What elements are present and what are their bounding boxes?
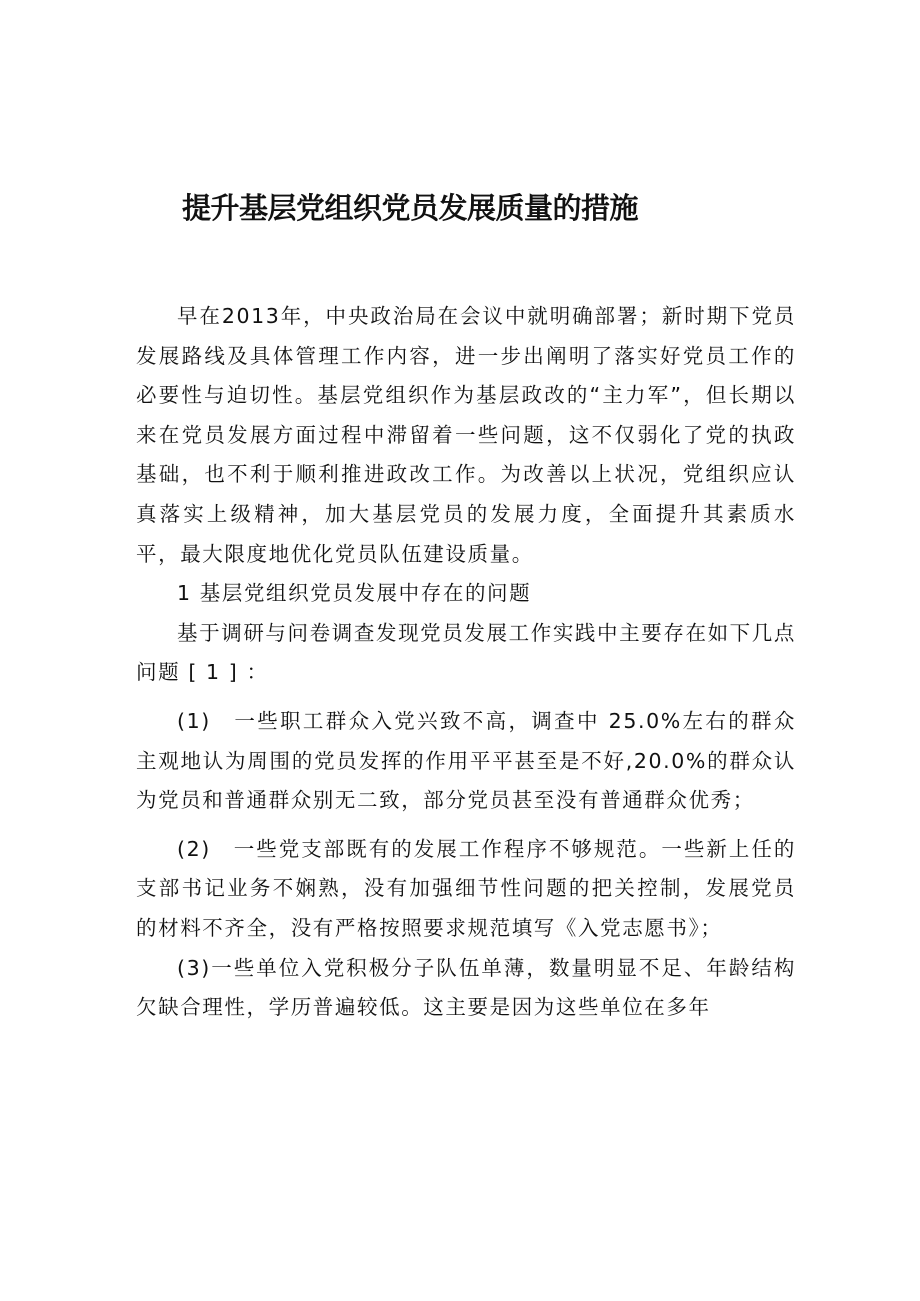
issue-paragraph-3: (3)一些单位入党积极分子队伍单薄，数量明显不足、年龄结构欠缺合理性，学历普遍较低。这主要是因为这些单位在多年 xyxy=(136,955,796,1020)
issue-paragraph-2: (2) 一些党支部既有的发展工作程序不够规范。一些新上任的支部书记业务不娴熟，没有加强细节性问题的把关控制，发展党员的材料不齐全，没有严格按照要求规范填写《入党志愿书》； xyxy=(136,836,796,940)
issue-paragraph-1: (1) 一些职工群众入党兴致不高，调查中 25.0%左右的群众主观地认为周围的党员发挥的作用平平甚至是不好,20.0%的群众认为党员和普通群众别无二致，部分党员甚至没有普通群众优秀； xyxy=(136,708,796,813)
document-body xyxy=(136,297,796,1028)
document-title: 提升基层党组织党员发展质量的措施 xyxy=(182,191,639,225)
survey-paragraph: 基于调研与问卷调查发现党员发展工作实践中主要存在如下几点问题 [ 1 ] ： xyxy=(136,620,796,685)
section-heading: 1 基层党组织党员发展中存在的问题 xyxy=(177,581,532,606)
intro-paragraph: 早在2013年，中央政治局在会议中就明确部署；新时期下党员发展路线及具体管理工作内容，进一步出阐明了落实好党员工作的必要性与迫切性。基层党组织作为基层政改的“主力军”，但长期以来在党员发展方面过程中滞留着一些问题，这不仅弱化了党的执政基础，也不利于顺利推进政改工作。为改善以上状况，党组织应认真落实上级精神，加大基层党员的发展力度，全面提升其素质水平，最大限度地优化党员队伍建设质量。 xyxy=(136,304,796,566)
